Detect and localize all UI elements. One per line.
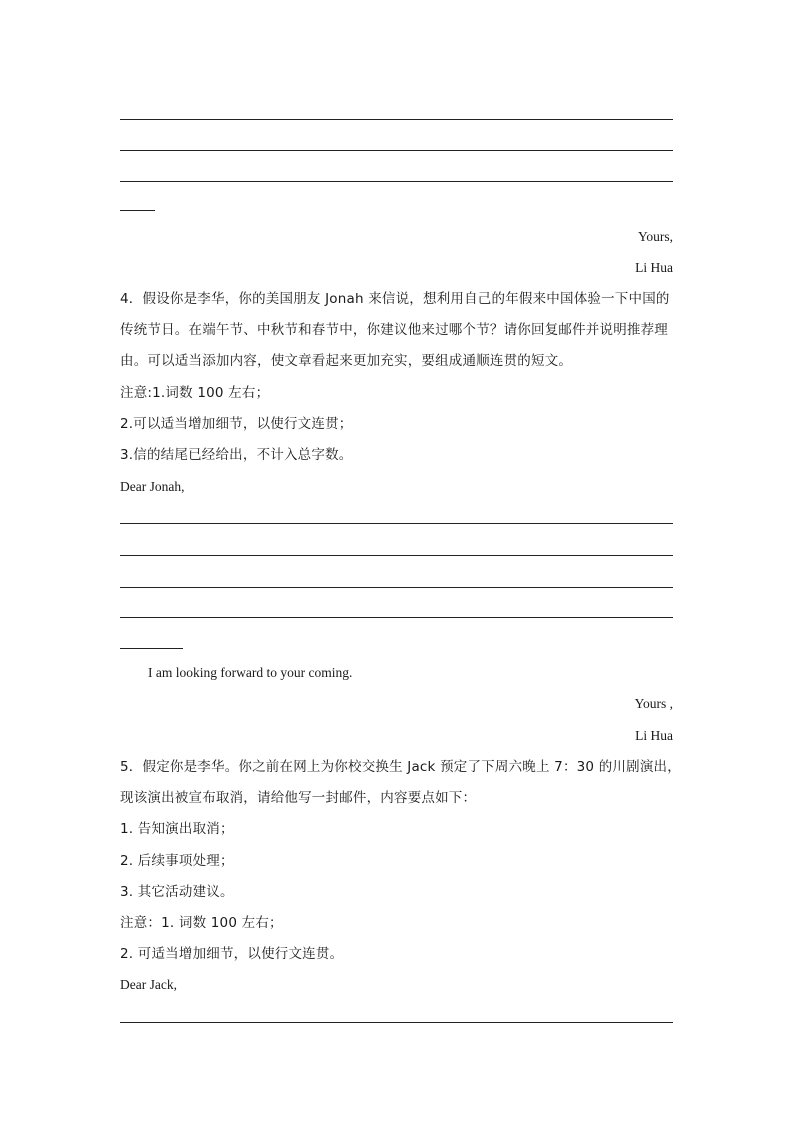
q4-prompt-line-2: 传统节日。在端午节、中秋节和春节中，你建议他来过哪个节？请你回复邮件并说明推荐理 (120, 322, 668, 338)
answer-line[interactable] (120, 119, 673, 120)
q4-greeting: Dear Jonah, (120, 479, 185, 494)
q5-prompt-line-2: 现该演出被宣布取消，请给他写一封邮件，内容要点如下： (120, 790, 477, 806)
answer-line[interactable] (120, 587, 673, 588)
q5-note-1: 注意：1. 词数 100 左右； (120, 915, 283, 931)
answer-line[interactable] (120, 523, 673, 524)
q5-greeting: Dear Jack, (120, 977, 177, 992)
q4-closing-sentence: I am looking forward to your coming. (148, 665, 353, 680)
q4-prompt-line-1: 4．假设你是李华，你的美国朋友 Jonah 来信说，想利用自己的年假来中国体验一下中国的 (120, 291, 670, 307)
answer-line[interactable] (120, 181, 673, 182)
q4-prompt-line-3: 由。可以适当添加内容，使文章看起来更加充实，要组成通顺连贯的短文。 (120, 353, 573, 369)
q4-closing-name: Li Hua (635, 728, 673, 743)
q5-note-2: 2. 可适当增加细节，以使行文连贯。 (120, 946, 344, 962)
q4-closing-yours: Yours , (634, 696, 673, 711)
q4-note-1: 注意:1.词数 100 左右； (120, 385, 270, 401)
answer-line-short[interactable] (120, 648, 183, 649)
closing-yours: Yours, (637, 229, 673, 244)
answer-line[interactable] (120, 1022, 673, 1023)
answer-line-short[interactable] (120, 210, 155, 211)
q5-point-2: 2. 后续事项处理； (120, 853, 234, 869)
q5-prompt-line-1: 5．假定你是李华。你之前在网上为你校交换生 Jack 预定了下周六晚上 7：30 的川剧演出， (120, 759, 681, 775)
q4-note-2: 2.可以适当增加细节，以使行文连贯； (120, 416, 353, 432)
answer-line[interactable] (120, 617, 673, 618)
answer-line[interactable] (120, 555, 673, 556)
closing-name: Li Hua (635, 260, 673, 275)
q5-point-1: 1. 告知演出取消； (120, 821, 234, 837)
q4-note-3: 3.信的结尾已经给出，不计入总字数。 (120, 447, 353, 463)
answer-line[interactable] (120, 150, 673, 151)
q5-point-3: 3. 其它活动建议。 (120, 884, 234, 900)
